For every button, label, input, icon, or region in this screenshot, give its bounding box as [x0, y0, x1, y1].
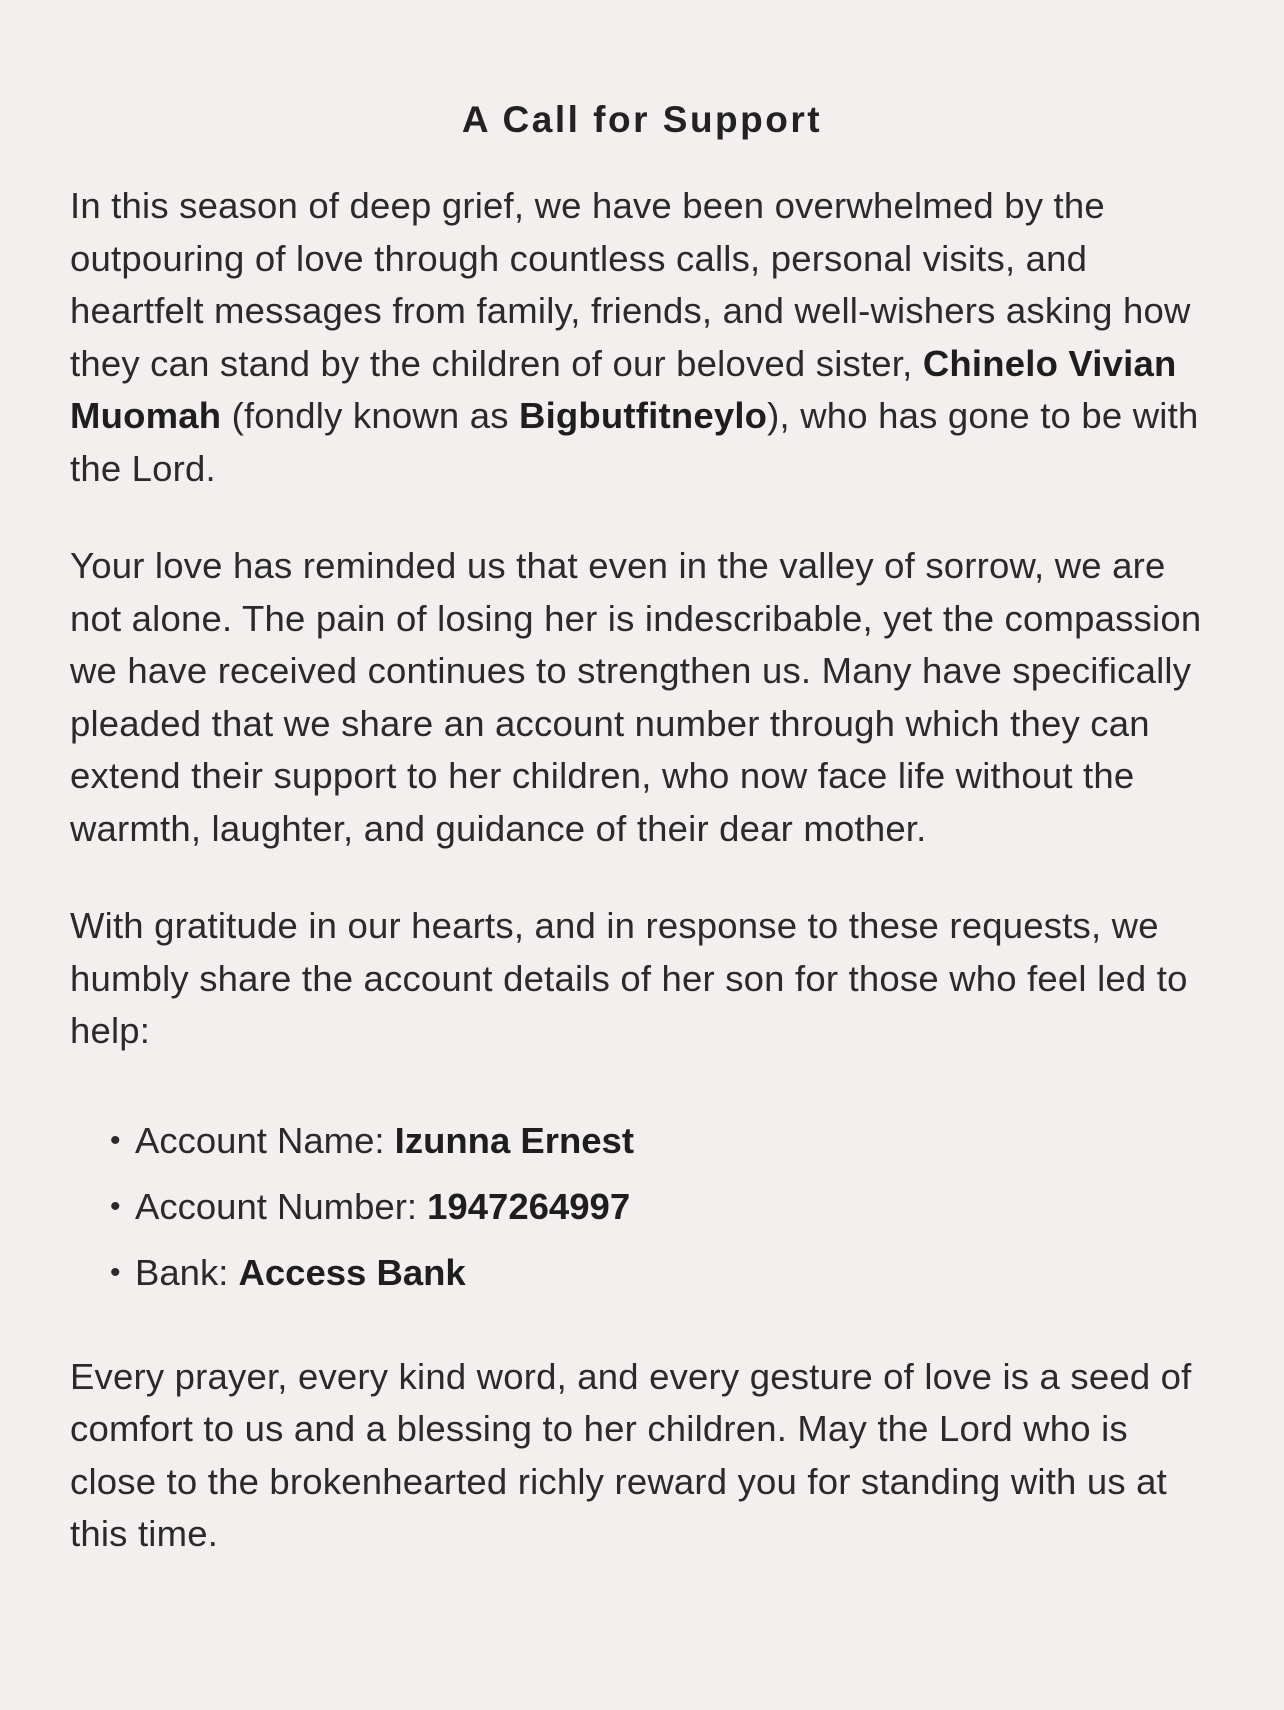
- document-title: A Call for Support: [461, 99, 823, 140]
- paragraph-blessing: Every prayer, every kind word, and every gesture of love is a seed of comfort to us and a blessing to her children. May the Lord who is close to the brokenhearted richly reward you for standing with us at this time.: [70, 1355, 1192, 1554]
- account-name-label: Account Name:: [135, 1119, 395, 1161]
- paragraph-grief-end: ), who has gone to be with the Lord.: [70, 395, 1199, 489]
- deceased-name: Chinelo Vivian Muomah: [70, 342, 1177, 436]
- deceased-nickname: Bigbutfitneylo: [519, 395, 768, 436]
- account-number-value: 1947264997: [427, 1185, 631, 1227]
- paragraph-grief-intro: In this season of deep grief, we have been overwhelmed by the outpouring of love through countless calls, personal visits, and heartfelt messages from family, friends, and well-wishers asking how they can stand by the children of our beloved sister,: [70, 185, 1191, 384]
- bank-label: Bank:: [135, 1251, 239, 1293]
- paragraph-grief-mid: (fondly known as: [221, 395, 520, 436]
- bullet-icon: •: [110, 1255, 121, 1289]
- paragraph-gratitude: With gratitude in our hearts, and in response to these requests, we humbly share the account details of her son for those who feel led to help:: [70, 905, 1188, 1051]
- bank-item: [110, 1240, 1214, 1306]
- paragraph-grief: [70, 180, 1214, 495]
- account-details-list: [70, 1108, 1214, 1306]
- account-number-label: Account Number:: [135, 1185, 428, 1227]
- bullet-icon: •: [110, 1189, 121, 1223]
- paragraph-love: Your love has reminded us that even in the valley of sorrow, we are not alone. The pain of losing her is indescribable, yet the compassion we have received continues to strengthen us. Many have specifically pleaded that we share an account number through which they can extend their support to her children, who now face life without the warmth, laughter, and guidance of their dear mother.: [70, 545, 1202, 849]
- account-number-item: [110, 1174, 1214, 1240]
- account-name-item: [110, 1108, 1214, 1174]
- bullet-icon: •: [110, 1123, 121, 1157]
- bank-value: Access Bank: [238, 1251, 466, 1293]
- account-name-value: Izunna Ernest: [394, 1119, 634, 1161]
